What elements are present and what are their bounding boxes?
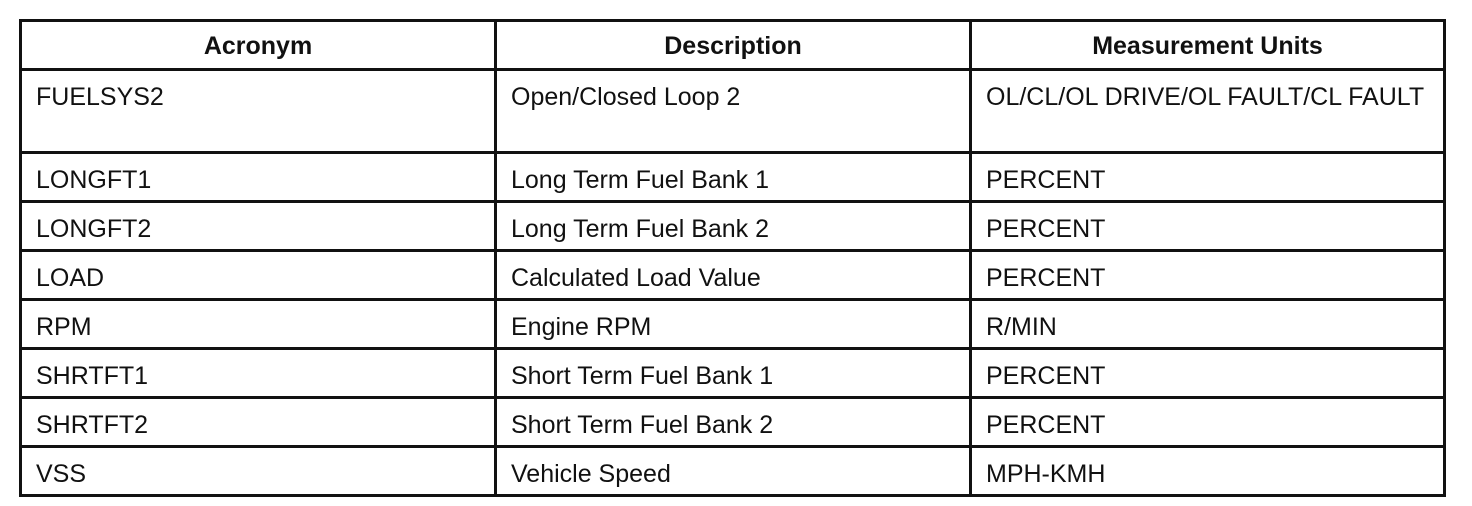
table-header [21, 21, 1445, 70]
acronym-table [19, 19, 1446, 497]
header-measurement-units: Measurement Units [971, 21, 1445, 70]
cell-units: R/MIN [971, 300, 1445, 349]
cell-units: PERCENT [971, 202, 1445, 251]
header-description: Description [496, 21, 971, 70]
table-row [21, 398, 1445, 447]
cell-units: PERCENT [971, 153, 1445, 202]
cell-acronym: SHRTFT1 [21, 349, 496, 398]
table-row [21, 300, 1445, 349]
cell-units: PERCENT [971, 251, 1445, 300]
table-body [21, 70, 1445, 496]
table-row [21, 349, 1445, 398]
table-row [21, 251, 1445, 300]
table-row [21, 153, 1445, 202]
header-acronym: Acronym [21, 21, 496, 70]
cell-acronym: FUELSYS2 [21, 70, 496, 153]
cell-description: Calculated Load Value [496, 251, 971, 300]
cell-units: PERCENT [971, 398, 1445, 447]
cell-description: Vehicle Speed [496, 447, 971, 496]
cell-acronym: LONGFT2 [21, 202, 496, 251]
cell-acronym: SHRTFT2 [21, 398, 496, 447]
cell-acronym: LONGFT1 [21, 153, 496, 202]
table-row [21, 447, 1445, 496]
table-row [21, 202, 1445, 251]
cell-description: Long Term Fuel Bank 1 [496, 153, 971, 202]
cell-units: MPH-KMH [971, 447, 1445, 496]
cell-description: Short Term Fuel Bank 2 [496, 398, 971, 447]
cell-acronym: LOAD [21, 251, 496, 300]
cell-description: Short Term Fuel Bank 1 [496, 349, 971, 398]
cell-description: Long Term Fuel Bank 2 [496, 202, 971, 251]
cell-units: OL/CL/OL DRIVE/OL FAULT/CL FAULT [971, 70, 1445, 153]
header-row [21, 21, 1445, 70]
cell-acronym: VSS [21, 447, 496, 496]
cell-units: PERCENT [971, 349, 1445, 398]
cell-description: Open/Closed Loop 2 [496, 70, 971, 153]
cell-acronym: RPM [21, 300, 496, 349]
table-row [21, 70, 1445, 153]
cell-description: Engine RPM [496, 300, 971, 349]
